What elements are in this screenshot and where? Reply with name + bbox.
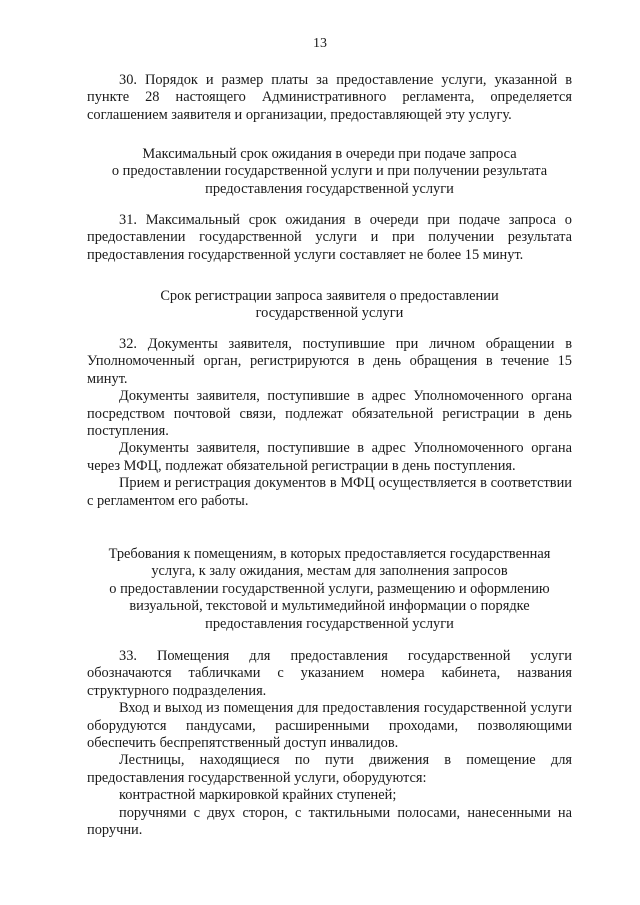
heading-line: Максимальный срок ожидания в очереди при подаче запроса — [142, 146, 517, 162]
paragraph-text: контрастной маркировкой крайних ступеней; — [119, 787, 397, 804]
heading-line: предоставления государственной услуги — [205, 180, 454, 197]
heading-line: Срок регистрации запроса заявителя о предоставлении — [160, 288, 499, 304]
paragraph-text: Лестницы, находящиеся по пути движения в помещение для предоставления государственной услуги, оборудуются: — [87, 752, 572, 786]
paragraph-32 — [87, 336, 572, 510]
paragraph-text: 31. Максимальный срок ожидания в очереди при подаче запроса о предоставлении государственной услуги и при получении результата предоставления государственной услуги составляет не более 15 минут. — [87, 212, 572, 263]
heading-line: государственной услуги — [255, 305, 404, 322]
section-heading-registration — [87, 288, 572, 323]
paragraph-text: Прием и регистрация документов в МФЦ осуществляется в соответствии с регламентом его работы. — [87, 475, 572, 509]
paragraph-33 — [87, 648, 572, 839]
heading-line: услуга, к залу ожидания, местам для заполнения запросов — [151, 563, 508, 580]
paragraph-text: 30. Порядок и размер платы за предоставление услуги, указанной в пункте 28 настоящего Административного регламента, определяется соглашением заявителя и организации, предоставляющей эту услугу. — [87, 72, 572, 123]
paragraph-text: 33. Помещения для предоставления государственной услуги обозначаются табличками с указанием номера кабинета, названия структурного подразделения. — [87, 648, 572, 699]
heading-line: предоставления государственной услуги — [205, 615, 454, 632]
heading-line: Требования к помещениям, в которых предоставляется государственная — [108, 546, 551, 562]
paragraph-text: Документы заявителя, поступившие в адрес Уполномоченного органа через МФЦ, подлежат обязательной регистрации в день поступления. — [87, 440, 572, 474]
paragraph-31 — [87, 212, 572, 264]
paragraph-text: поручнями с двух сторон, с тактильными полосами, нанесенными на поручни. — [87, 804, 572, 839]
heading-line: визуальной, текстовой и мультимедийной информации о порядке — [129, 598, 530, 615]
section-heading-queue-time — [87, 146, 572, 198]
paragraph-text: Вход и выход из помещения для предоставления государственной услуги оборудуются пандусами, расширенными проходами, позволяющими обеспечить беспрепятственный доступ инвалидов. — [87, 700, 572, 752]
paragraph-30 — [87, 72, 572, 124]
heading-line: о предоставлении государственной услуги и при получении результата — [111, 163, 548, 180]
paragraph-text: 32. Документы заявителя, поступившие при личном обращении в Уполномоченный орган, регистрируются в день обращения в течение 15 минут. — [87, 336, 572, 387]
heading-line: о предоставлении государственной услуги, размещению и оформлению — [109, 580, 550, 597]
paragraph-text: Документы заявителя, поступившие в адрес Уполномоченного органа посредством почтовой связи, подлежат обязательной регистрации в день поступления. — [87, 388, 572, 440]
section-heading-premises — [87, 546, 572, 633]
page-number: 13 — [313, 36, 327, 51]
